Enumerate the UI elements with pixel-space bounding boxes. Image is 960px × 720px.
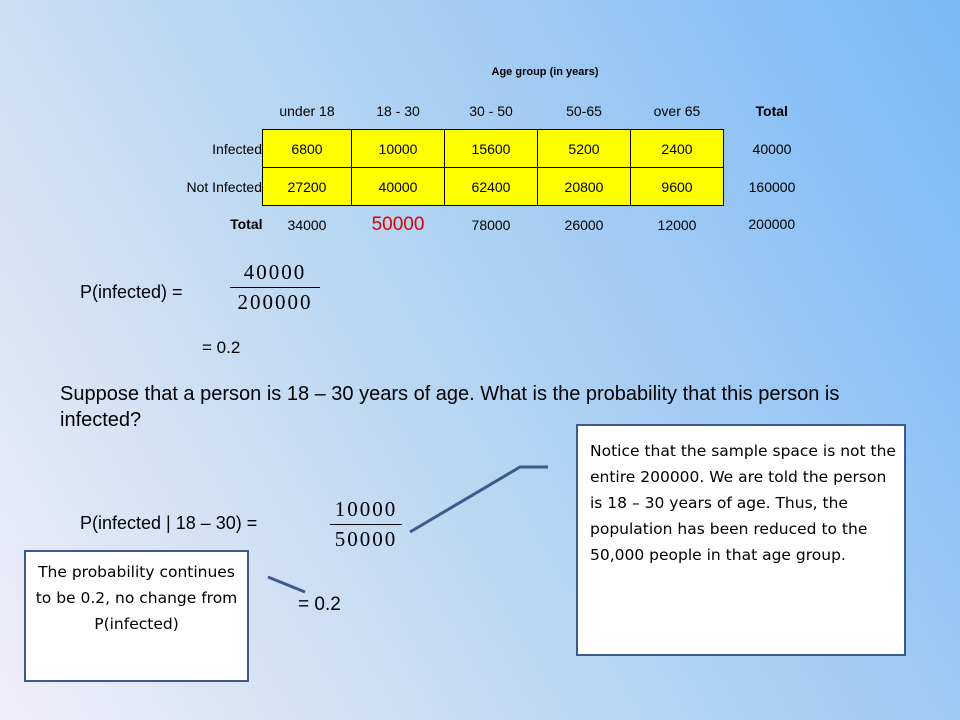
table-cell: 15600 [445,130,538,168]
p-conditional-result: = 0.2 [298,594,341,615]
p-infected-label: P(infected) = [80,282,183,302]
row-label: Not Infected [186,178,262,195]
row-label: Infected [212,140,262,157]
table-cell: 6800 [263,130,352,168]
table-cell-total: 160000 [748,178,796,195]
p-infected-result: = 0.2 [202,338,241,357]
fraction-denominator: 50000 [334,527,398,551]
column-header: over 65 [653,102,701,119]
left-callout-connector [268,577,305,592]
table-cell: 12000 [657,216,697,233]
fraction-denominator: 200000 [237,290,313,314]
column-header-total: Total [755,102,788,119]
right-callout-connector [410,467,548,532]
fraction-numerator: 10000 [334,497,398,521]
column-header: 50-65 [566,102,602,119]
table-cell: 34000 [287,216,327,233]
table-cell: 20800 [538,168,631,206]
no-change-callout: The probability continues to be 0.2, no change from P(infected) [24,550,249,682]
table-cell: 62400 [445,168,538,206]
column-header: under 18 [279,102,335,119]
table-cell: 10000 [352,130,445,168]
column-header: 30 - 50 [469,102,513,119]
table-cell: 78000 [471,216,511,233]
table-cell-total: 200000 [748,216,796,233]
table-cell: 27200 [263,168,352,206]
fraction-numerator: 40000 [243,260,307,284]
table-cell-highlighted: 50000 [371,213,425,235]
table-cell-total: 40000 [752,140,792,157]
table-caption: Age group (in years) [491,66,599,78]
row-label: Total [230,216,263,233]
table-cell: 2400 [631,130,724,168]
question-text: Suppose that a person is 18 – 30 years of age. What is the probability that this person is infected? [60,383,840,431]
sample-space-callout: Notice that the sample space is not the entire 200000. We are told the person is 18 – 30 years of age. Thus, the population has been reduced to the 50,000 people in that age group. [576,424,906,656]
table-cell: 26000 [564,216,604,233]
table-cell: 5200 [538,130,631,168]
column-header: 18 - 30 [376,102,420,119]
table-cell: 9600 [631,168,724,206]
table-cell: 40000 [352,168,445,206]
p-conditional-label: P(infected | 18 – 30) = [80,513,258,533]
